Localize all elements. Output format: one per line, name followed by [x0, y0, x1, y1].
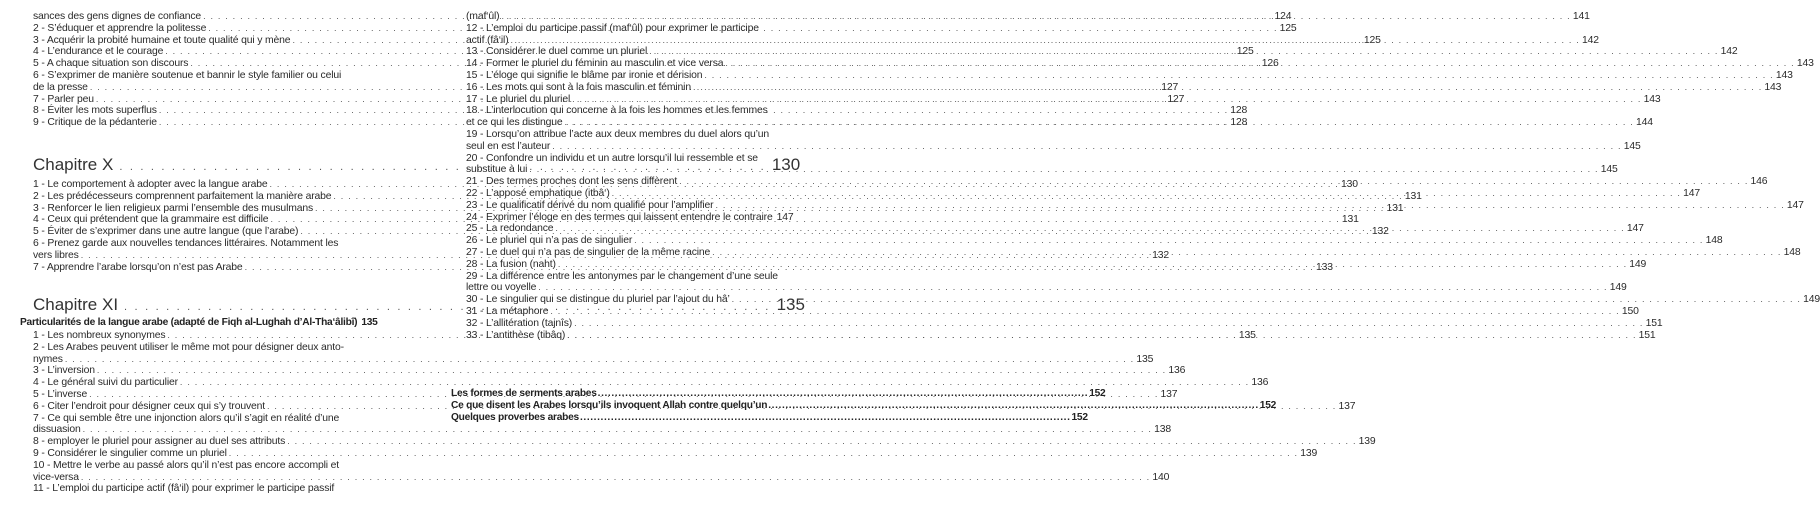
entry-page-number: 127 [1167, 93, 1185, 105]
entry-title: 8 - Éviter les mots superflus [33, 105, 157, 117]
entry-page-number: 149 [1629, 258, 1647, 270]
toc-entry [33, 377, 1269, 389]
entry-page-number: 145 [1600, 164, 1618, 176]
entry-title: de la presse [33, 81, 88, 93]
entry-title: 3 - Acquérir la probité humaine et toute qualité qui y mène [33, 34, 291, 46]
toc-entry-line: 18 - L’interlocution qui concerne à la fois les hommes et les femmes [466, 105, 768, 117]
entry-page-number: 131 [1341, 214, 1359, 226]
entry-title: dissuasion [33, 424, 81, 436]
dot-leader [598, 388, 1089, 400]
section-entry [451, 411, 1088, 424]
toc-entry-line: 29 - La différence entre les antonymes par le changement d’une seule [466, 270, 778, 282]
toc-entry-line: 6 - Prenez garde aux nouvelles tendances littéraires. Notamment les [33, 237, 339, 249]
toc-entry [33, 353, 1154, 366]
dot-leader [81, 472, 1150, 484]
entry-title: 3 - L’inversion [33, 365, 95, 377]
entry-page-number: 150 [1621, 305, 1639, 317]
entry-page-number: 125 [1363, 34, 1381, 46]
dot-leader [529, 164, 1598, 176]
toc-entry-line: 7 - Ce qui semble être une injonction alors qu’il s’agit en réalité d’une [33, 412, 340, 424]
dot-leader [65, 354, 1134, 366]
entry-page-number: 135 [1136, 353, 1154, 365]
entry-title: actif (fâ‘il) [466, 34, 509, 46]
dot-leader [572, 94, 1641, 106]
dot-leader [649, 46, 1718, 58]
section-title: Particularités de la langue arabe (adapté de Fiqh al-Lughah d’Al-Tha‘âlibî) [20, 317, 358, 328]
toc-entry [466, 140, 1641, 153]
entry-page-number: 148 [1783, 246, 1801, 258]
dot-leader [612, 188, 1681, 200]
entry-page-number: 147 [776, 211, 794, 223]
section-page-number: 152 [1259, 399, 1277, 411]
entry-title: substitue à lui [466, 164, 528, 176]
dot-leader [693, 82, 1762, 94]
toc-entry-line: 11 - L’emploi du participe actif (fâ‘il) pour exprimer le participe passif [33, 483, 335, 495]
toc-entry-line: 10 - Mettre le verbe au passé alors qu’il n’est pas encore accompli et [33, 459, 339, 471]
entry-title: seul en est l’auteur [466, 140, 551, 152]
entry-title: 1 - Les nombreux synonymes [33, 330, 166, 341]
entry-page-number: 127 [1161, 81, 1179, 93]
entry-title: 17 - Le pluriel du pluriel [466, 93, 571, 105]
entry-title: 27 - Le duel qui n’a pas de singulier de la même racine [466, 246, 711, 258]
entry-page-number: 142 [1581, 34, 1599, 46]
dot-leader [567, 330, 1636, 342]
entry-page-number: 141 [1572, 11, 1590, 22]
section-title: Quelques proverbes arabes [451, 411, 579, 423]
entry-title: 2 - Les prédécesseurs comprennent parfaitement la manière arabe [33, 190, 332, 202]
entry-title: 1 - Le comportement à adopter avec la langue arabe [33, 179, 268, 190]
dot-leader [501, 11, 1570, 23]
entry-title: (maf‘ûl) [466, 11, 500, 22]
entry-title: 21 - Des termes proches dont les sens diffèrent [466, 176, 678, 188]
entry-page-number: 136 [1251, 377, 1269, 389]
entry-page-number: 140 [1152, 471, 1170, 483]
dot-leader [555, 223, 1624, 235]
entry-page-number: 126 [1261, 58, 1279, 70]
dot-leader [287, 436, 1356, 448]
entry-page-number: 147 [1683, 187, 1700, 199]
entry-title: nymes [33, 353, 63, 365]
entry-page-number: 137 [1338, 400, 1356, 412]
toc-entry-line: 19 - Lorsqu’on attribue l’acte aux deux membres du duel alors qu’un [466, 128, 770, 140]
entry-page-number: 148 [1705, 235, 1723, 247]
toc-entry-line: 2 - Les Arabes peuvent utiliser le même mot pour désigner deux anto- [33, 341, 344, 353]
entry-title: 4 - L’endurance et le courage [33, 46, 164, 58]
toc-entry [466, 282, 1627, 294]
dot-leader [580, 412, 1071, 424]
entry-page-number: 136 [1168, 365, 1186, 377]
entry-title: 15 - L’éloge qui signifie le blâme par ironie et dérision [466, 69, 703, 81]
entry-page-number: 146 [1750, 176, 1768, 188]
entry-title: 13 - Considérer le duel comme un pluriel [466, 46, 648, 58]
entry-title: 31 - La métaphore [466, 305, 549, 317]
toc-entry-line: 6 - S’exprimer de manière soutenue et bannir le style familier ou celui [33, 69, 342, 81]
section-entry [451, 399, 1277, 412]
entry-page-number: 124 [1274, 11, 1292, 22]
chapter-page-number: 130 [771, 155, 801, 174]
toc-entry [466, 235, 1723, 247]
section-page-number: 135 [361, 317, 378, 328]
entry-page-number: 132 [1371, 226, 1389, 238]
dot-leader [550, 306, 1619, 318]
entry-title: lettre ou voyelle [466, 282, 537, 294]
entry-page-number: 151 [1638, 329, 1656, 341]
entry-title: 16 - Les mots qui sont à la fois masculin et féminin [466, 81, 691, 93]
dot-leader [538, 282, 1607, 294]
toc-entry [33, 471, 1170, 484]
dot-leader [511, 35, 1580, 47]
dot-leader [552, 141, 1621, 153]
entry-title: 5 - Éviter de s’exprimer dans une autre langue (que l’arabe) [33, 226, 299, 238]
dot-leader [725, 58, 1794, 70]
entry-page-number: 143 [1796, 58, 1814, 70]
entry-title: 33 - L’antithèse (tibâq) [466, 329, 566, 341]
entry-title: 7 - Apprendre l’arabe lorsqu’on n’est pas Arabe [33, 261, 243, 273]
dot-leader [712, 247, 1781, 259]
entry-title: 8 - employer le pluriel pour assigner au duel ses attributs [33, 436, 286, 448]
section-entry [451, 388, 1106, 400]
dot-leader [564, 117, 1633, 129]
chapter-title: Chapitre XI [33, 295, 119, 314]
entry-title: vice-versa [33, 471, 79, 483]
section-page-number: 152 [1071, 411, 1088, 423]
section-page-number: 152 [1089, 388, 1106, 399]
chapter-title: Chapitre X [33, 155, 114, 174]
dot-leader [732, 294, 1801, 306]
entry-title: 30 - Le singulier qui se distingue du pluriel par l’ajout du hâ’ [466, 294, 730, 306]
toc-entry [33, 365, 1186, 377]
entry-page-number: 142 [1720, 46, 1738, 58]
entry-page-number: 132 [1152, 249, 1170, 261]
entry-title: 14 - Former le pluriel du féminin au masculin et vice versa [466, 58, 724, 70]
entry-page-number: 147 [1626, 223, 1644, 235]
toc-entry-line: 20 - Confondre un individu et un autre lorsqu’il lui ressemble et se [466, 152, 758, 164]
toc-entry [33, 424, 1171, 436]
entry-title: et ce qui les distingue [466, 117, 563, 129]
section-title: Les formes de serments arabes [451, 388, 597, 399]
entry-page-number: 128 [1230, 105, 1248, 117]
dot-leader [229, 448, 1298, 460]
entry-title: 22 - L’apposé emphatique (itbâ‘) [466, 187, 610, 199]
entry-page-number: 133 [1316, 261, 1333, 273]
entry-page-number: 145 [1623, 140, 1641, 152]
entry-page-number: 149 [1609, 282, 1627, 294]
entry-title: 5 - L’inverse [33, 388, 88, 400]
toc-entry [466, 317, 1663, 330]
entry-title: sances des gens dignes de confiance [33, 11, 202, 22]
entry-page-number: 151 [1645, 317, 1663, 329]
dot-leader [558, 259, 1627, 271]
chapter-xi-subtitle [20, 317, 378, 329]
toc-entry [33, 447, 1318, 460]
entry-title: 32 - L’allitération (tajnîs) [466, 317, 573, 329]
dot-leader [715, 200, 1784, 212]
toc-entry [466, 212, 793, 224]
dot-leader [83, 424, 1152, 436]
entry-title: 9 - Considérer le singulier comme un pluriel [33, 447, 227, 459]
entry-title: 24 - Exprimer l’éloge en des termes qui laissent entendre le contraire [466, 211, 773, 223]
toc-entry [466, 69, 1793, 82]
toc-entry-line: 12 - L’emploi du participe passif (maf‘ûl) pour exprimer le participe [466, 22, 759, 34]
entry-page-number: 130 [1340, 179, 1358, 190]
entry-page-number: 138 [1154, 424, 1171, 436]
entry-title: 26 - Le pluriel qui n’a pas de singulier [466, 235, 633, 247]
entry-title: 2 - S’éduquer et apprendre la politesse [33, 22, 207, 34]
dot-leader [768, 400, 1259, 412]
dot-leader [574, 318, 1643, 330]
dot-leader [679, 176, 1748, 188]
entry-page-number: 125 [1279, 22, 1297, 34]
entry-title: 23 - Le qualificatif dérivé du nom qualifié pour l’amplifier [466, 199, 714, 211]
entry-page-number: 144 [1635, 117, 1653, 129]
entry-page-number: 125 [1236, 46, 1254, 58]
entry-title: vers libres [33, 249, 79, 261]
entry-page-number: 128 [1230, 117, 1248, 129]
entry-page-number: 139 [1358, 436, 1376, 448]
entry-title: 28 - La fusion (naht) [466, 258, 556, 270]
entry-page-number: 143 [1775, 69, 1793, 81]
entry-page-number: 147 [1786, 199, 1804, 211]
dot-leader [634, 235, 1703, 247]
entry-title: 4 - Ceux qui prétendent que la grammaire est difficile [33, 214, 269, 226]
entry-page-number: 131 [1404, 190, 1422, 202]
entry-title: 3 - Renforcer le lien religieux parmi l’ensemble des musulmans [33, 202, 314, 214]
toc-entry [466, 305, 1639, 318]
chapter-page-number: 135 [776, 295, 805, 314]
entry-page-number: 143 [1764, 81, 1782, 93]
entry-page-number: 139 [1300, 447, 1318, 459]
entry-title: 9 - Critique de la pédanterie [33, 117, 157, 129]
entry-title: 4 - Le général suivi du particulier [33, 377, 178, 389]
entry-page-number: 143 [1643, 93, 1661, 105]
entry-title: 7 - Parler peu [33, 93, 94, 105]
toc-entry [33, 436, 1376, 448]
entry-page-number: 131 [1386, 202, 1404, 214]
entry-title: 6 - Citer l’endroit pour désigner ceux qui s’y trouvent [33, 400, 266, 412]
entry-page-number: 149 [1803, 294, 1820, 306]
dot-leader [97, 365, 1166, 377]
entry-page-number: 137 [1160, 388, 1178, 400]
dot-leader [704, 70, 1773, 82]
entry-title: 5 - A chaque situation son discours [33, 58, 189, 70]
section-title: Ce que disent les Arabes lorsqu’ils invoquent Allah contre quelqu’un [451, 399, 768, 411]
entry-title: 25 - La redondance [466, 223, 554, 235]
entry-page-number: 135 [1238, 330, 1256, 341]
